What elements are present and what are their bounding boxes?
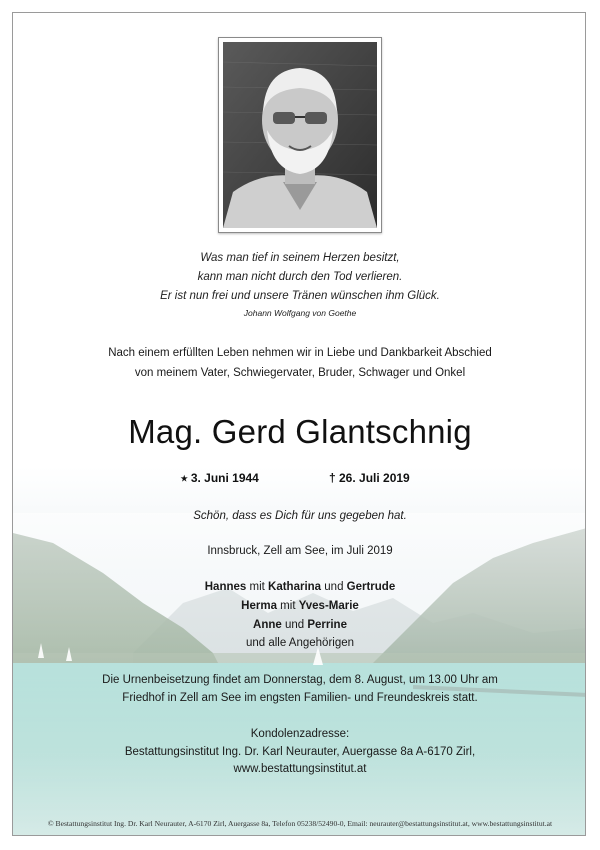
mourner-name: Anne [253,619,282,631]
condolence-heading: Kondolenzadresse: [250,728,350,740]
ceremony-line-2: Friedhof in Zell am See im engsten Familien- und Freundeskreis statt. [122,692,478,704]
quote-line-1: Was man tief in seinem Herzen besitzt, [200,252,400,264]
connector: und [281,619,308,631]
mourners-row-1 [13,581,586,593]
connector: mit [276,600,299,612]
mourner-name: Gertrude [346,581,396,593]
mourner-name: Herma [241,600,277,612]
mourner-name: Perrine [307,619,347,631]
obituary-page [12,12,586,836]
intro-line-2: von meinem Vater, Schwiegervater, Bruder, Schwager und Onkel [134,367,466,379]
mourners-row-3 [13,619,586,631]
quote-line-3: Er ist nun frei und unsere Tränen wünschen ihm Glück. [160,290,440,302]
intro-line-1: Nach einem erfüllten Leben nehmen wir in Liebe und Dankbarkeit Abschied [108,347,492,359]
portrait-photo [223,42,377,228]
condolence-website[interactable]: www.bestattungsinstitut.at [233,763,367,775]
copyright-footer: © Bestattungsinstitut Ing. Dr. Karl Neurauter, A-6170 Zirl, Auergasse 8a, Telefon 05238/52490-0, Email: neurauter@bestattungsinstitut.at, www.bestattungsinstitut.at [47,819,553,828]
mourners-row-2 [13,600,586,612]
condolence-address: Bestattungsinstitut Ing. Dr. Karl Neurauter, Auergasse 8a A-6170 Zirl, [124,746,476,758]
quote-author: Johann Wolfgang von Goethe [243,308,357,318]
connector: mit [246,581,269,593]
ceremony-line-1: Die Urnenbeisetzung findet am Donnerstag, dem 8. August, um 13.00 Uhr am [102,674,498,686]
mourner-name: Hannes [204,581,247,593]
portrait-photo-frame [218,37,382,233]
dedication: Schön, dass es Dich für uns gegeben hat. [193,510,407,522]
quote-line-2: kann man nicht durch den Tod verlieren. [197,271,403,283]
mourner-name: Katharina [268,581,322,593]
place-date: Innsbruck, Zell am See, im Juli 2019 [207,545,393,557]
mourner-name: Yves-Marie [298,600,359,612]
connector: und [321,581,347,593]
death-date: † 26. Juli 2019 [329,471,410,485]
mourners-row-4: und alle Angehörigen [245,637,355,649]
deceased-name: Mag. Gerd Glantschnig [128,413,472,450]
birth-date: ⭑ 3. Juni 1944 [181,471,259,485]
